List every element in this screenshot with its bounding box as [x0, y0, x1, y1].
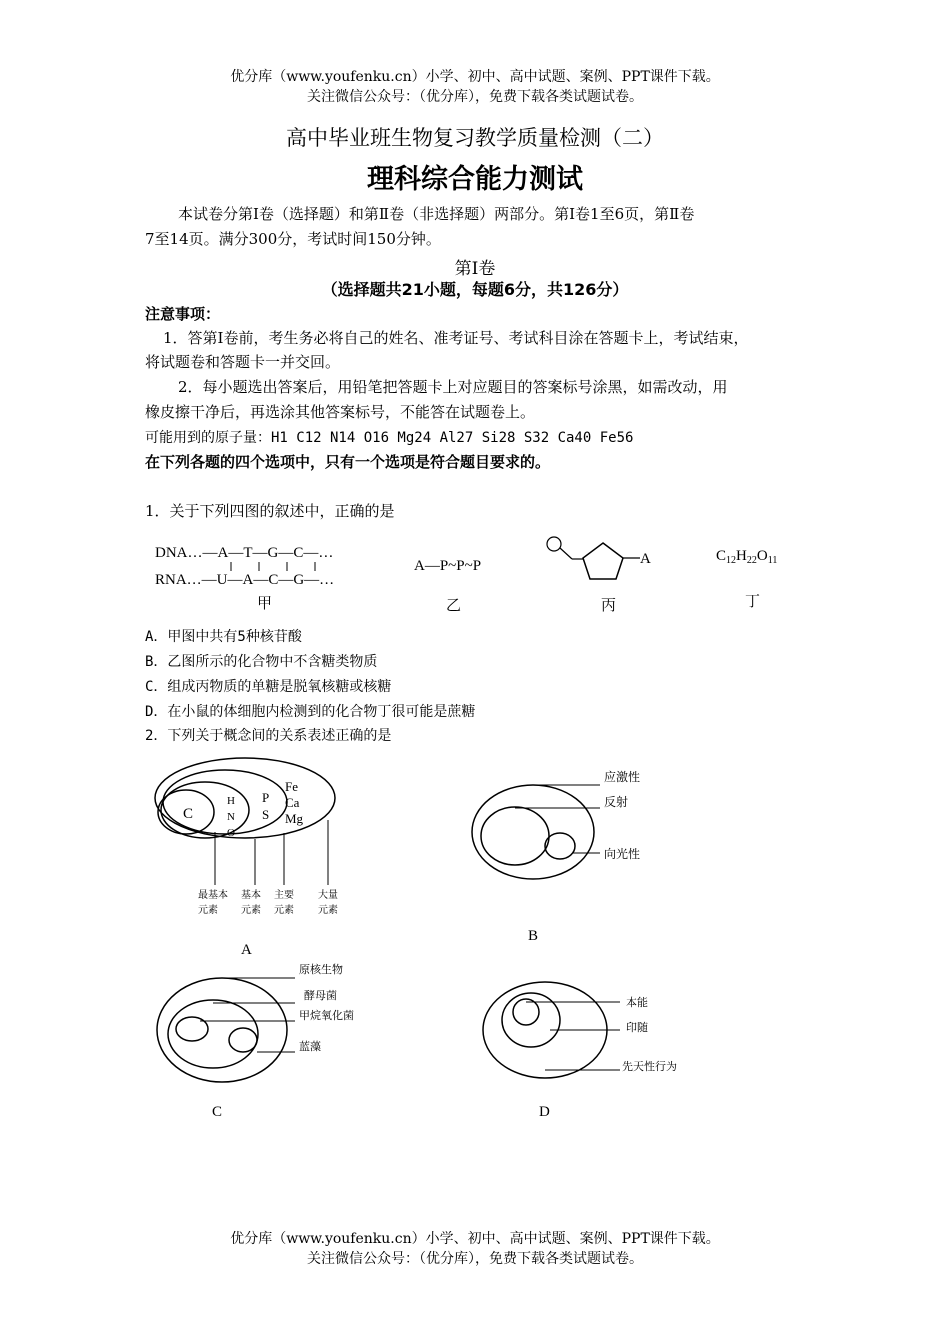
notice-item1-line1: 1．答第Ⅰ卷前，考生务必将自己的姓名、准考证号、考试科目涂在答题卡上，考试结束，	[163, 329, 749, 347]
instruction: 在下列各题的四个选项中，只有一个选项是符合题目要求的。	[145, 453, 551, 471]
exam-title: 高中毕业班生物复习教学质量检测（二）	[286, 126, 664, 150]
svg-text:N: N	[227, 811, 235, 823]
svg-text:先天性行为: 先天性行为	[622, 1061, 677, 1073]
notice-item2-line2: 橡皮擦干净后，再选涂其他答案标号，不能答在试题卷上。	[145, 403, 536, 421]
q1-option-d: D．在小鼠的体细胞内检测到的化合物丁很可能是蔗糖	[145, 704, 476, 720]
q2-diagrams	[0, 750, 950, 1130]
svg-text:主要: 主要	[274, 890, 294, 901]
fig-yi-formula: A—P~P~P	[414, 558, 482, 574]
notice-heading: 注意事项：	[145, 305, 221, 323]
svg-text:Fe: Fe	[285, 779, 298, 794]
svg-text:蓝藻: 蓝藻	[299, 1041, 321, 1053]
svg-text:原核生物: 原核生物	[299, 964, 343, 976]
svg-text:基本: 基本	[241, 890, 261, 901]
q1-option-a: A．甲图中共有5种核苷酸	[145, 629, 302, 645]
diagram-d	[483, 982, 677, 1120]
notice-item1-line2: 将试题卷和答题卡一并交回。	[145, 353, 341, 371]
fig-jia-label: 甲	[257, 596, 273, 612]
exam-subtitle: 理科综合能力测试	[367, 164, 583, 195]
svg-text:大量: 大量	[318, 890, 338, 901]
pentose-ring-icon	[583, 543, 623, 579]
footer-line-1: 优分库（www.youfenku.cn）小学、初中、高中试题、案例、PPT课件下载。	[230, 1231, 720, 1247]
svg-text:P: P	[262, 790, 270, 805]
diag-b-caption: B	[528, 928, 539, 944]
q1-option-c: C．组成丙物质的单糖是脱氧核糖或核糖	[145, 679, 392, 695]
part1-heading: 第Ⅰ卷	[454, 259, 496, 279]
q1-option-b: B．乙图所示的化合物中不含糖类物质	[145, 654, 378, 670]
svg-text:本能: 本能	[626, 997, 648, 1009]
phosphate-icon	[547, 537, 561, 551]
fig-jia-rna: RNA…—U—A—C—G—…	[155, 572, 335, 588]
svg-text:反射: 反射	[604, 795, 629, 809]
svg-text:元素: 元素	[274, 905, 294, 916]
q2-stem: 2．下列关于概念间的关系表述正确的是	[145, 728, 392, 744]
svg-text:向光性: 向光性	[604, 847, 641, 861]
svg-text:酵母菌: 酵母菌	[304, 990, 337, 1002]
q1-stem: 1．关于下列四图的叙述中，正确的是	[145, 502, 395, 520]
svg-text:S: S	[262, 807, 270, 822]
svg-text:元素: 元素	[198, 905, 218, 916]
intro-line-1: 本试卷分第Ⅰ卷（选择题）和第Ⅱ卷（非选择题）两部分。第Ⅰ卷1至6页，第Ⅱ卷	[178, 205, 695, 223]
fig-yi-label: 乙	[446, 598, 462, 614]
diagram-b	[472, 769, 640, 944]
svg-text:印随: 印随	[626, 1022, 648, 1034]
svg-text:元素: 元素	[318, 905, 338, 916]
footer-line-2: 关注微信公众号：（优分库），免费下载各类试题试卷。	[307, 1251, 643, 1267]
header-line-1: 优分库（www.youfenku.cn）小学、初中、高中试题、案例、PPT课件下载。	[230, 69, 720, 85]
svg-text:H: H	[227, 795, 235, 807]
intro-line-2: 7至14页。满分300分，考试时间150分钟。	[145, 230, 441, 248]
fig-ding-formula: $C_{12}H_{22}O_{11}$	[716, 548, 778, 566]
atomic-masses: 可能用到的原子量：H1 C12 N14 O16 Mg24 Al27 Si28 S32 Ca40 Fe56	[145, 430, 634, 446]
diagram-c	[157, 962, 354, 1120]
diag-a-c: C	[183, 806, 194, 822]
fig-ding-label: 丁	[745, 594, 761, 610]
fig-bing-base: A	[640, 551, 651, 567]
svg-text:甲烷氧化菌: 甲烷氧化菌	[299, 1010, 354, 1022]
fig-bing-label: 丙	[601, 598, 617, 614]
svg-text:元素: 元素	[241, 905, 261, 916]
notice-item2-line1: 2．每小题选出答案后，用铅笔把答题卡上对应题目的答案标号涂黑，如需改动，用	[178, 378, 728, 396]
svg-text:Mg: Mg	[285, 811, 304, 826]
part1-subheading: （选择题共21小题，每题6分，共126分）	[321, 280, 629, 299]
svg-text:应激性: 应激性	[604, 770, 641, 784]
q1-figures	[145, 528, 805, 620]
diagram-a	[155, 758, 338, 958]
diag-d-caption: D	[539, 1104, 550, 1120]
fig-jia-dna: DNA…—A—T—G—C—…	[155, 545, 334, 561]
svg-text:O: O	[227, 827, 235, 839]
diag-c-caption: C	[212, 1104, 223, 1120]
svg-text:Ca: Ca	[285, 795, 300, 810]
diag-a-caption: A	[241, 942, 252, 958]
header-line-2: 关注微信公众号：（优分库），免费下载各类试题试卷。	[307, 89, 643, 105]
svg-text:最基本: 最基本	[198, 890, 228, 901]
